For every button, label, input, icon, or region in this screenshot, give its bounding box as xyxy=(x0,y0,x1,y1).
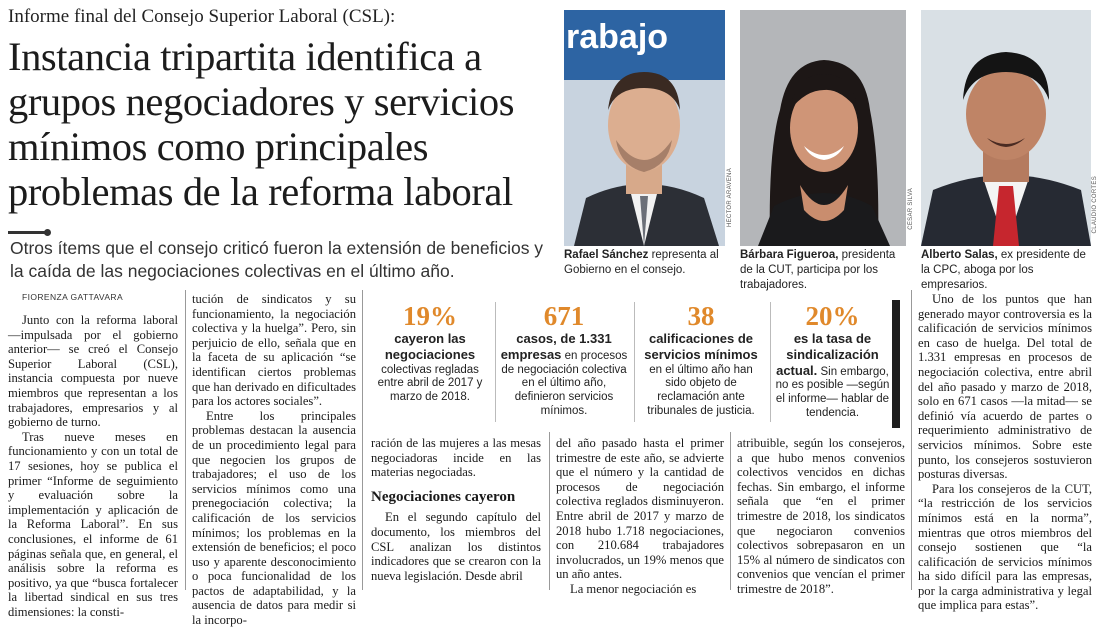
fact-text: en procesos de negociación colectiva en el último año, definieron servicios mínimos. xyxy=(501,349,628,417)
fact-number: 38 xyxy=(687,301,715,331)
fact-bold: es la tasa de sindicalización actual. xyxy=(776,331,879,378)
photo-credit: CLAUDIO CORTÉS xyxy=(1092,176,1098,234)
fact-item xyxy=(370,300,490,405)
fact-divider xyxy=(495,302,496,422)
caption-name: Rafael Sánchez xyxy=(564,249,649,261)
facts-box xyxy=(370,300,900,428)
fact-box-edge xyxy=(892,300,900,428)
photo-rafael-sanchez xyxy=(564,10,725,246)
fact-number: 20% xyxy=(805,301,860,331)
article-headline: Instancia tripartita identifica a grupos negociadores y servicios mínimos como principales problemas de la reforma laboral xyxy=(8,34,515,214)
article-column-3 xyxy=(371,436,541,583)
column-divider xyxy=(185,290,186,590)
fact-text: colectivas regladas entre abril de 2017 y marzo de 2018. xyxy=(377,363,483,404)
byline: FIORENZA GATTAVARA xyxy=(22,292,124,302)
fact-text: en el último año han sido objeto de reclamación ante tribunales de justicia. xyxy=(647,363,755,417)
caption-text: representa al Gobierno en el consejo. xyxy=(564,249,719,276)
article-deck: Otros ítems que el consejo criticó fueron la extensión de beneficios y la caída de las negociaciones colectivas en el último año. xyxy=(10,238,544,281)
fact-bold: calificaciones de servicios mínimos xyxy=(644,331,758,362)
caption-name: Bárbara Figueroa, xyxy=(740,249,839,261)
paragraph: tución de sindicatos y su funcionamiento, la negociación colectiva y la huelga”. Pero, sin perjuicio de ello, señala que en la faceta de su aplicación “se identifican ciertos problemas que han derivado en dificultades para los actores sociales”. xyxy=(192,292,356,409)
fact-bold: cayeron las negociaciones xyxy=(384,331,476,362)
photo-credit: CÉSAR SILVA xyxy=(908,188,914,230)
fact-bold: casos, de 1.331 empresas xyxy=(500,331,612,362)
article-kicker: Informe final del Consejo Superior Laboral (CSL): xyxy=(8,6,396,27)
photo-caption xyxy=(740,248,910,293)
column-divider xyxy=(362,290,363,590)
article-column-4 xyxy=(556,436,724,597)
article-column-1 xyxy=(8,313,178,619)
photo-credit: HÉCTOR ARAVENA xyxy=(727,168,733,227)
paragraph: Entre los principales problemas destacan la ausencia de un procedimiento legal para que negocien los grupos de trabajadores; el uso de los servicios mínimos como una prenegociación colectiva; la calificación de los servicios mínimos; los problemas en la extensión de beneficios; el poco uso y aparente desconocimiento o poca funcionalidad de los pactos de adaptabilidad, y la ausencia de datos para medir si la incorpo- xyxy=(192,408,356,628)
fact-text: Sin embargo, no es posible —según el informe— hablar de tendencia. xyxy=(775,365,890,419)
photo-caption xyxy=(921,248,1093,293)
fact-number: 671 xyxy=(543,301,585,331)
article-column-2 xyxy=(192,292,356,628)
subheading: Negociaciones cayeron xyxy=(371,488,516,505)
photo-sign-text: rabajo xyxy=(566,18,669,56)
paragraph: Tras nueve meses en funcionamiento y con un total de 17 sesiones, hoy se publica el primer “Informe de seguimiento y evaluación sobre la implementación y aplicación de la Reforma Laboral”. En sus conclusiones, el informe de 61 páginas señala que, en general, el análisis sobre la reforma es positivo, ya que “busca fortalecer la libertad sindical en sus tres dimensiones: la consti- xyxy=(8,429,178,619)
paragraph: Para los consejeros de la CUT, “la restricción de los servicios mínimos está en la norma”, mientras que otros miembros del consejo sostienen que “la calificación de servicios mínimos ha sido difícil para las empresas, por la carga administrativa y legal que implica para estas”. xyxy=(918,481,1092,613)
column-divider xyxy=(549,432,550,590)
photo-alberto-salas xyxy=(921,10,1091,246)
column-divider xyxy=(730,432,731,590)
paragraph: Junto con la reforma laboral —impulsada por el gobierno anterior— se creó el Consejo Superior Laboral (CSL), instancia compuesta por nueve miembros que representan a los trabajadores, empresarios y al gobierno de turno. xyxy=(8,313,178,430)
fact-item xyxy=(775,300,890,421)
headline-rule-dot xyxy=(44,229,51,236)
fact-divider xyxy=(770,302,771,422)
paragraph: ración de las mujeres a las mesas negociadoras incide en las materias negociadas. xyxy=(371,436,541,480)
paragraph: La menor negociación es xyxy=(570,581,697,596)
paragraph: del año pasado hasta el primer trimestre de este año, se advierte que el número y la cantidad de procesos de negociación colectiva reglados disminuyeron. Entre abril de 2017 y marzo de 2018 hubo 1.718 negociaciones, con 210.684 trabajadores involucrados, un 19% menos que un año antes. xyxy=(556,436,724,582)
paragraph: atribuible, según los consejeros, a que hubo menos convenios colectivos vencidos en dichas fechas. Sin embargo, el informe señala que “en el primer trimestre de 2018, los sindicatos que negociaron convenios colectivos sobrepasaron en un 15% al número de sindicatos con convenios que vencían el primer trimestre de 2018”. xyxy=(737,436,905,596)
headline-rule xyxy=(8,231,46,234)
fact-number: 19% xyxy=(403,301,457,331)
photo-caption xyxy=(564,248,730,278)
portrait-older-man-icon xyxy=(921,10,1091,246)
fact-divider xyxy=(634,302,635,422)
column-divider xyxy=(911,290,912,590)
caption-text: presidenta de la CUT, participa por los trabajadores. xyxy=(740,249,896,291)
portrait-man-suit-icon xyxy=(564,10,725,246)
portrait-woman-icon xyxy=(740,10,906,246)
article-column-5 xyxy=(737,436,905,597)
paragraph: Uno de los puntos que han generado mayor controversia es la calificación de servicios mínimos en caso de huelga. Del total de 1.331 empresas en procesos de negociación colectiva, entre abril del año pasado y marzo de 2018, solo en 671 casos —la mitad— se definió vía acuerdo de partes o requerimiento administrativo de servicios mínimos. Sobre este punto, los consejeros sostuvieron posturas diversas. xyxy=(918,292,1092,482)
caption-text: ex presidente de la CPC, aboga por los empresarios. xyxy=(921,249,1086,291)
photo-barbara-figueroa xyxy=(740,10,906,246)
paragraph: En el segundo capítulo del documento, los miembros del CSL analizan los distintos indicadores que se crearon con la nueva legislación. Desde abril xyxy=(371,510,541,583)
fact-item xyxy=(638,300,764,419)
caption-name: Alberto Salas, xyxy=(921,249,998,261)
article-column-6 xyxy=(918,292,1092,613)
fact-item xyxy=(500,300,628,419)
